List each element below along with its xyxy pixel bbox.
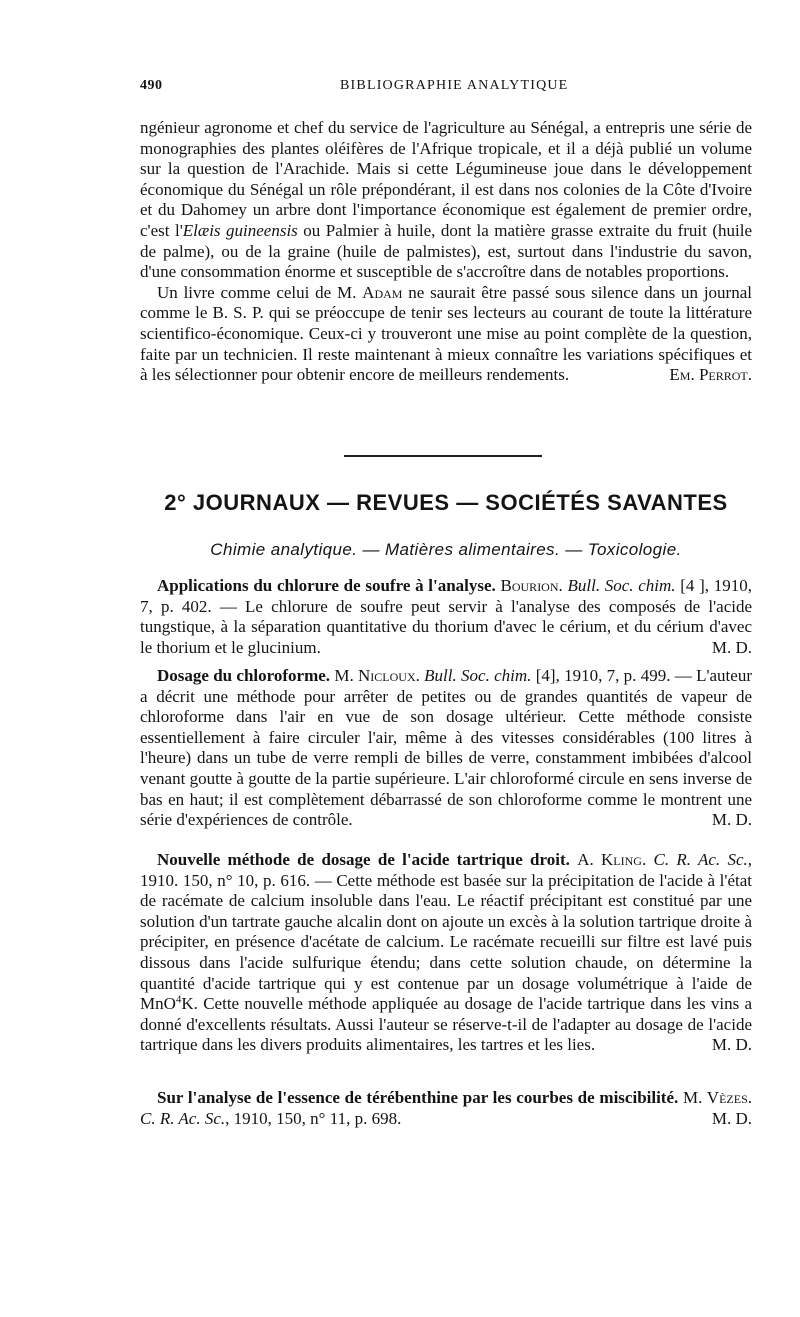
page-number: 490 xyxy=(140,78,163,93)
entry-journal: Bull. Soc. chim. xyxy=(567,576,676,595)
entry-citation: , 1910. 150, n° 10, p. 616. xyxy=(140,850,753,890)
entry-citation: , 1910, 150, n° 11, p. 698. xyxy=(225,1108,402,1128)
entry-journal: C. R. Ac. Sc. xyxy=(140,1108,226,1128)
entry-author: Bourion. xyxy=(500,576,563,595)
signature: M. D. xyxy=(711,810,752,830)
bibliography-entry xyxy=(140,850,752,1056)
intro-text: ou Palmier à huile, dont la matière grasse extraite du fruit (huile de palme), ou de la graine (huile de palmistes), est, surtout dans l'industrie du savon, d'une consommation énorme et susceptible de s'accroître dans de notables proportions. xyxy=(140,220,752,282)
entry-title: Applications du chlorure de soufre à l'analyse. xyxy=(157,576,496,595)
entry-title: Sur l'analyse de l'essence de térébenthine par les courbes de miscibilité. xyxy=(157,1088,679,1107)
entry-paragraph xyxy=(140,666,752,831)
intro-text: Un livre comme celui de M. xyxy=(157,282,363,302)
entry-paragraph xyxy=(140,1088,752,1129)
entry-citation: [4 ], 1910, 7, p. 402. xyxy=(140,576,752,616)
entry-body: — Le chlorure de soufre peut servir à l'analyse des composés de l'acide tungstique, à la séparation quantitative du thorium d'avec le cérium, et du cérium d'avec le thorium et le glucinium. xyxy=(140,596,753,657)
intro-review xyxy=(140,118,752,386)
species-name: Elæis guineensis xyxy=(182,220,298,240)
superscript: 4 xyxy=(175,993,182,1006)
intro-text: ne saurait être passé sous silence dans un journal comme le B. S. P. qui se préoccupe de tenir ses lecteurs au courant de toute la littérature scientifico-économique. Ceux-ci y trouveront une mise au point complète de la question, faite par un technicien. Il reste maintenant à mieux connaître les variations spécifiques et à les sélectionner pour obtenir encore de meilleurs rendements. xyxy=(140,282,752,385)
entry-author: M. Nicloux. xyxy=(334,666,420,685)
signature: Em. Perrot. xyxy=(669,365,752,385)
bibliography-entry xyxy=(140,576,752,658)
entry-journal: Bull. Soc. chim. xyxy=(424,666,532,685)
signature: M. D. xyxy=(711,1108,752,1128)
entry-citation: [4], 1910, 7, p. 499. xyxy=(531,666,671,685)
intro-paragraph-1 xyxy=(140,118,752,283)
page-header xyxy=(140,78,752,98)
entry-author: M. Vèzes. xyxy=(683,1088,752,1107)
section-title: 2° JOURNAUX — REVUES — SOCIÉTÉS SAVANTES xyxy=(164,490,728,515)
entry-paragraph xyxy=(140,850,752,1056)
intro-text: ngénieur agronome et chef du service de l'agriculture au Sénégal, a entrepris une série de monographies des plantes oléifères de l'Afrique tropicale, et il a déjà publié un volume sur la question de l'Arachide. Mais si cette Légumineuse joue dans le développement économique du Sénégal un rôle prépondérant, il est dans nos colonies de la Côte d'Ivoire et du Dahomey un arbre dont l'importance économique est également de premier ordre, c'est l' xyxy=(140,118,752,240)
entry-title: Dosage du chloroforme. xyxy=(157,666,331,685)
entry-body: K. Cette nouvelle méthode appliquée au dosage de l'acide tartrique dans les vins a donné d'excellents résultats. Aussi l'auteur se réserve-t-il de l'adapter au dosage de l'acide tartrique dans les divers produits alimentaires, les tartres et les lies. xyxy=(140,994,752,1055)
entry-body: — L'auteur a décrit une méthode pour arrêter de petites ou de grandes quantités de vapeur de chloroforme dans l'air en vue de son dosage ultérieur. Cette méthode consiste essentiellement à faire circuler l'air, même à des vitesses considérables (100 litres à l'heure) dans un tube de verre rempli de billes de verre, constamment imbibées d'alcool venant goutte à goutte de la partie supérieure. L'air chloroformé circule en sens inverse de bas en haut; il est complètement débarrassé de son chloroforme comme le montrent une série d'expériences de contrôle. xyxy=(140,666,752,830)
author-name: Adam xyxy=(362,282,403,302)
signature: M. D. xyxy=(711,637,752,657)
entry-journal: C. R. Ac. Sc. xyxy=(653,850,748,869)
entry-body: — Cette méthode est basée sur la précipitation de l'acide à l'état de racémate de calcium insoluble dans l'eau. Le réactif précipitant est constitué par une solution d'un tartrate gauche alcalin dont on ajoute un excès à la solution tartrique droite à précipiter, en présence d'acétate de calcium. Le racémate recueilli sur filtre est lavé puis dissous dans l'acide sulfurique étendu; dans cette solution chaude, on détermine la quantité d'acide tartrique qui y est contenue par un dosage volumétrique à l'aide de MnO xyxy=(140,870,752,1014)
bibliography-entry xyxy=(140,1088,752,1129)
entry-title: Nouvelle méthode de dosage de l'acide tartrique droit. xyxy=(157,850,570,869)
section-topics: Chimie analytique. — Matières alimentaires. — Toxicologie. xyxy=(210,540,682,559)
signature: M. D. xyxy=(711,1035,752,1055)
section-divider xyxy=(344,455,542,457)
bibliography-entry xyxy=(140,666,752,831)
running-head: BIBLIOGRAPHIE ANALYTIQUE xyxy=(340,78,569,93)
entry-paragraph xyxy=(140,576,752,658)
entry-author: A. Kling. xyxy=(577,850,647,869)
intro-paragraph-2 xyxy=(140,283,752,386)
